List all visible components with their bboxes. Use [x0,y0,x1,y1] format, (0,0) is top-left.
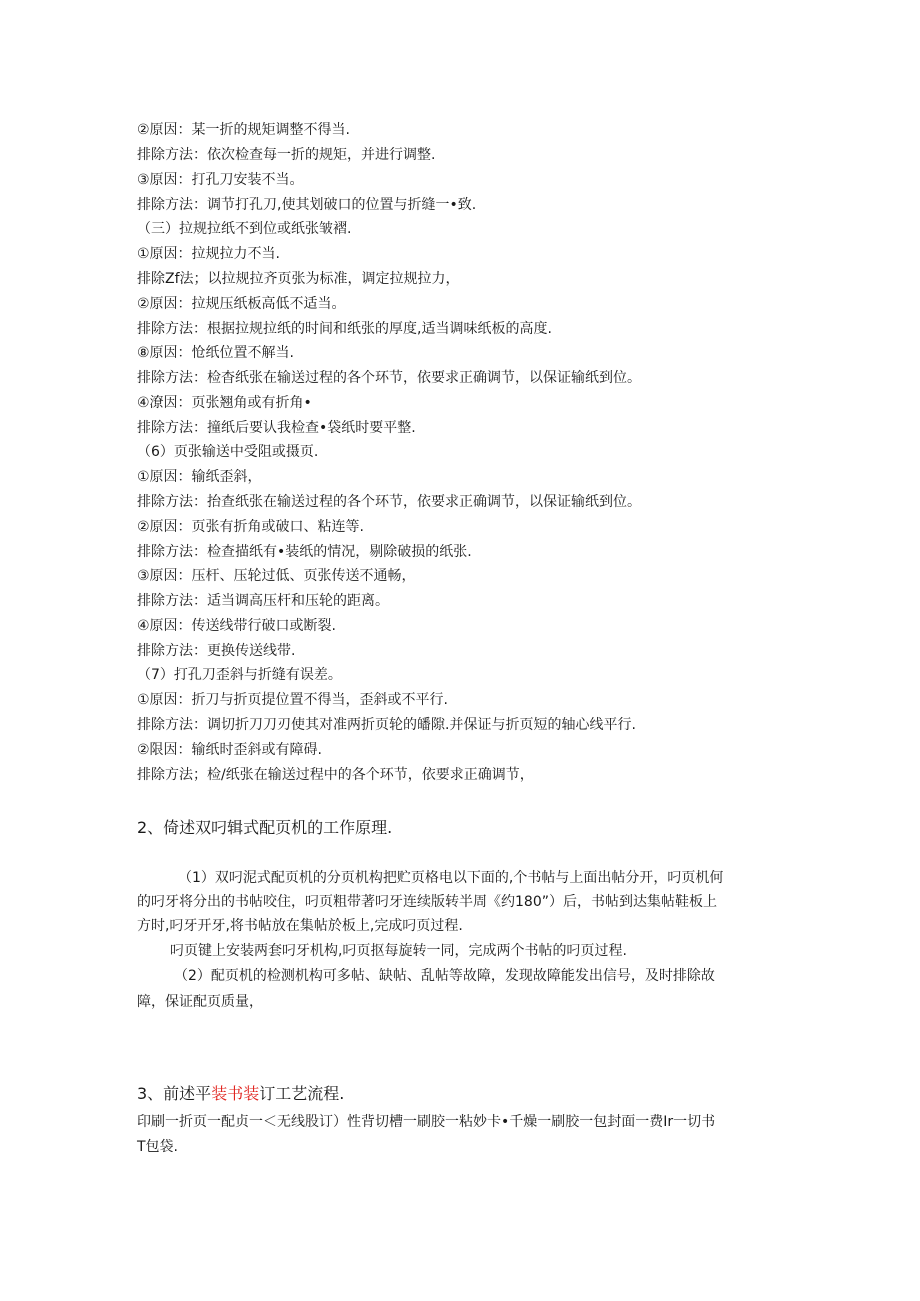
paragraph-line: （2）配页机的检测机构可多帖、缺帖、乱帖等故障，发现故障能发出信号，及时排除故 [174,968,715,984]
heading-text: 3、前述平 [137,1084,212,1103]
paragraph-line: 印刷一折页一配贞一＜无线股订）性背切槽一刷胶一粘妙卡•千燥一刷胶一包封面一费Ir一切书 [137,1114,716,1130]
section-2-heading: 2、倚述双叼辑式配页机的工作原理. [137,818,393,837]
text-line: ①原因：折刀与折页提位置不得当，歪斜或不平行. [137,692,448,708]
heading-text: 订工艺流程. [259,1084,345,1103]
text-line: ②限因：输纸时歪斜或有障碍. [137,742,323,758]
text-line: ⑧原因：怆纸位置不解当. [137,345,295,361]
text-line: ④原因：传送线带行破口或断裂. [137,618,337,634]
text-line: 排除方法：撞纸后要认我检查•袋纸时要平整. [137,420,416,436]
text-line: 排除方法；检/纸张在输送过程中的各个环节，依要求正确调节， [137,767,534,783]
paragraph-line: 叼页键上安装两套叼牙机构,叼页抠每旋转一同，完成两个书帖的叼页过程. [170,943,627,959]
paragraph-line: （1）双叼泥式配页机的分页机构把贮页格电以下面的,个书帖与上面出帖分开，叼页机何 [178,870,724,886]
text-line: ①原因：输纸歪斜， [137,469,262,485]
text-line: ②原因：页张有折角或破口、粘连等. [137,519,365,535]
text-line: ①原因：拉规拉力不当. [137,246,281,262]
text-line: 排除方法：抬查纸张在输送过程的各个环节，依要求正确调节，以保证输纸到位。 [137,494,641,510]
text-line: 排除方法：检查描纸有•装纸的情况，剔除破损的纸张. [137,544,472,560]
paragraph-line: 障，保证配页质量， [137,994,263,1010]
paragraph-line: T包袋. [137,1139,179,1155]
text-line: 排除Zf法；以拉规拉齐页张为标准，调定拉规拉力， [137,271,460,287]
text-line: 排除方法：调切折刀刀刃使其对准两折页轮的皤隙.并保证与折页短的轴心线平行. [137,717,636,733]
text-line: （6）页张输送中受阻或摄页. [137,444,319,460]
text-line: ②原因：某一折的规矩调整不得当. [137,122,351,138]
text-line: ②原因：拉规压纸板高低不适当。 [137,296,346,312]
text-line: 排除方法：检杳纸张在输送过程的各个环节，依要求正确调节，以保证输纸到位。 [137,370,641,386]
paragraph-line: 的叼牙将分出的书帖咬住，叼页粗带著叼牙连续版转半周《约180”）后，书帖到达集帖鞋板上 [137,894,717,910]
paragraph-line: 方时,叼牙开牙,将书帖放在集帖於板上,完成叼页过程. [137,918,463,934]
text-line: ④潦因：页张翘角或有折角• [137,395,312,411]
text-line: 排除方法：调节打孔刀,使其划破口的位置与折缝一•致. [137,197,477,213]
text-line: 排除方法：更换传送线带. [137,643,296,659]
highlighted-text: 装书装 [211,1084,260,1103]
text-line: ③原因：打孔刀安装不当。 [137,172,304,188]
text-line: （7）打孔刀歪斜与折缝有误差。 [137,667,342,683]
text-line: 排除方法：依次检查每一折的规矩，并进行调整. [137,147,436,163]
text-line: 排除方法：根据拉规拉纸的时间和纸张的厚度,适当调味纸板的高度. [137,321,552,337]
text-line: （三）拉规拉纸不到位或纸张皱褶. [137,221,352,237]
text-line: ③原因：压杆、压轮过低、页张传送不通畅， [137,568,416,584]
section-3-heading [137,1083,344,1105]
text-line: 排除方法：适当调高压杆和压轮的距离。 [137,593,389,609]
